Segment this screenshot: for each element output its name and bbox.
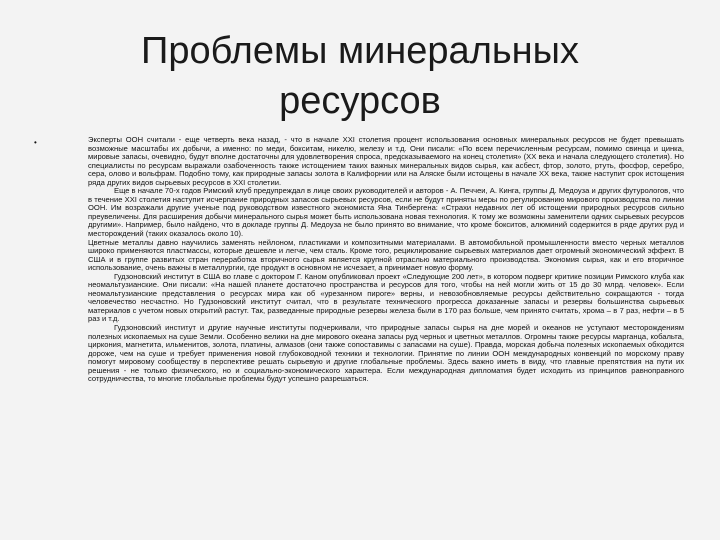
paragraph-2: Еще в начале 70-х годов Римский клуб предупреждал в лице своих руководителей и авторов - А. Печчеи, А. Кинга, группы Д. Медоуза и других футурологов, что в течение XXI столетия наступит исчерпание природных запасов сырьевых ресурсов, если не будут приняты меры по регулированию мирового производства по линии ООН. Им возражали другие ученые под руководством известного экономиста Яна Тинбергена: «Страхи недавних лет об истощении природных ресурсов сильно преувеличены. Для расширения добычи минерального сырья может быть использована новая технология. К тому же возможны заменители одних сырьевых ресурсов другими». Например, было найдено, что в докладе группы Д. Медоуза не было принято во внимание, что кроме бокситов, алюминий содержится в ряде других руд и месторождений (таких оказалось около 10). [88,186,685,239]
slide-title-line-2: ресурсов [279,80,441,122]
bullet-icon: • [34,138,37,147]
paragraph-5: Гудзоновский институт и другие научные институты подчеркивали, что природные запасы сырья на дне морей и океанов не уступают месторождениям полезных ископаемых на суше Земли. Особенно велики на дне мирового океана запасы руд черных и цветных металлов. Огромны также ресурсы марганца, кобальта, циркония, магнетита, ильменитов, золота, платины, алмазов (они также сопоставимы с запасами на суше). Правда, морская добыча полезных ископаемых обходится дороже, чем на суше и требует применения новой глубоководной техники и технологии. Принятие по линии ООН международных конвенций по морскому праву помогут мировому сообществу в перспективе решать сырьевую и другие глобальные проблемы. Здесь важно иметь в виду, что главные препятствия на пути их решения - не только физического, но и социально-экономического характера. Если международная дипломатия будет исходить из принципов равноправного сотрудничества, то многие глобальные проблемы будут успешно разрешаться. [88,323,684,384]
paragraph-3: Цветные металлы давно научились заменять нейлоном, пластиками и композитными материалами. В автомобильной промышленности вместо черных металлов широко применяются пластмассы, которые дешевле и легче, чем сталь. Кроме того, рециклирование сырьевых материалов дает огромный экономический эффект. В США и в группе развитых стран переработка вторичного сырья является крупной отраслью материального производства. Экономия сырья, как и его вторичное использование, очень важны в металлургии, где продукт в основном не исчезает, а принимает новую форму. [88,237,684,273]
paragraph-4: Гудзоновский институт в США во главе с доктором Г. Каном опубликовал проект «Следующие 200 лет», в котором подверг критике позиции Римского клуба как неомальтузианские. Они писали: «На нашей планете достаточно пространства и ресурсов для того, чтобы на ней могли жить от 15 до 30 млрд. человек». Если неомальтузианские представления о ресурсах мира как об «урезанном пироге» верны, и невозобновляемые ресурсы действительно сокращаются - тогда человечество несчастно. Но Гудзоновский институт считал, что в результате технического прогресса доказанные запасы и резервы большинства сырьевых материалов с учетом новых открытий растут. Так, разведанные природные резервы железа были в 170 раз больше, чем принято считать, хрома – в 7 раз, нефти – в 5 раз и т.д. [88,271,684,324]
body-text [88,136,684,384]
slide-title-line-1: Проблемы минеральных [141,30,579,72]
paragraph-1: Эксперты ООН считали - еще четверть века назад, - что в начале XXI столетия процент использования основных минеральных ресурсов не будет превышать возможные масштабы их добычи, а именно: по меди, бокситам, никелю, железу и т.д. Они писали: «По всем перечисленным ресурсам, помимо свинца и цинка, мировые запасы, очевидно, будут вполне достаточны для удовлетворения спроса, предсказываемого на конец столетия» (XX века и начала следующего столетия). Но специалисты по ресурсам выражали озабоченность также истощением таких важных минеральных видов сырья, как асбест, фтор, золото, ртуть, фосфор, серебро, сера, олово и вольфрам. Подобно тому, как природные запасы золота в Калифорнии или на Аляске были истощены в начале XX века, также наступит срок истощения ряда других видов сырьевых ресурсов в XXI столетии. [88,135,684,187]
slide-title [110,26,610,126]
